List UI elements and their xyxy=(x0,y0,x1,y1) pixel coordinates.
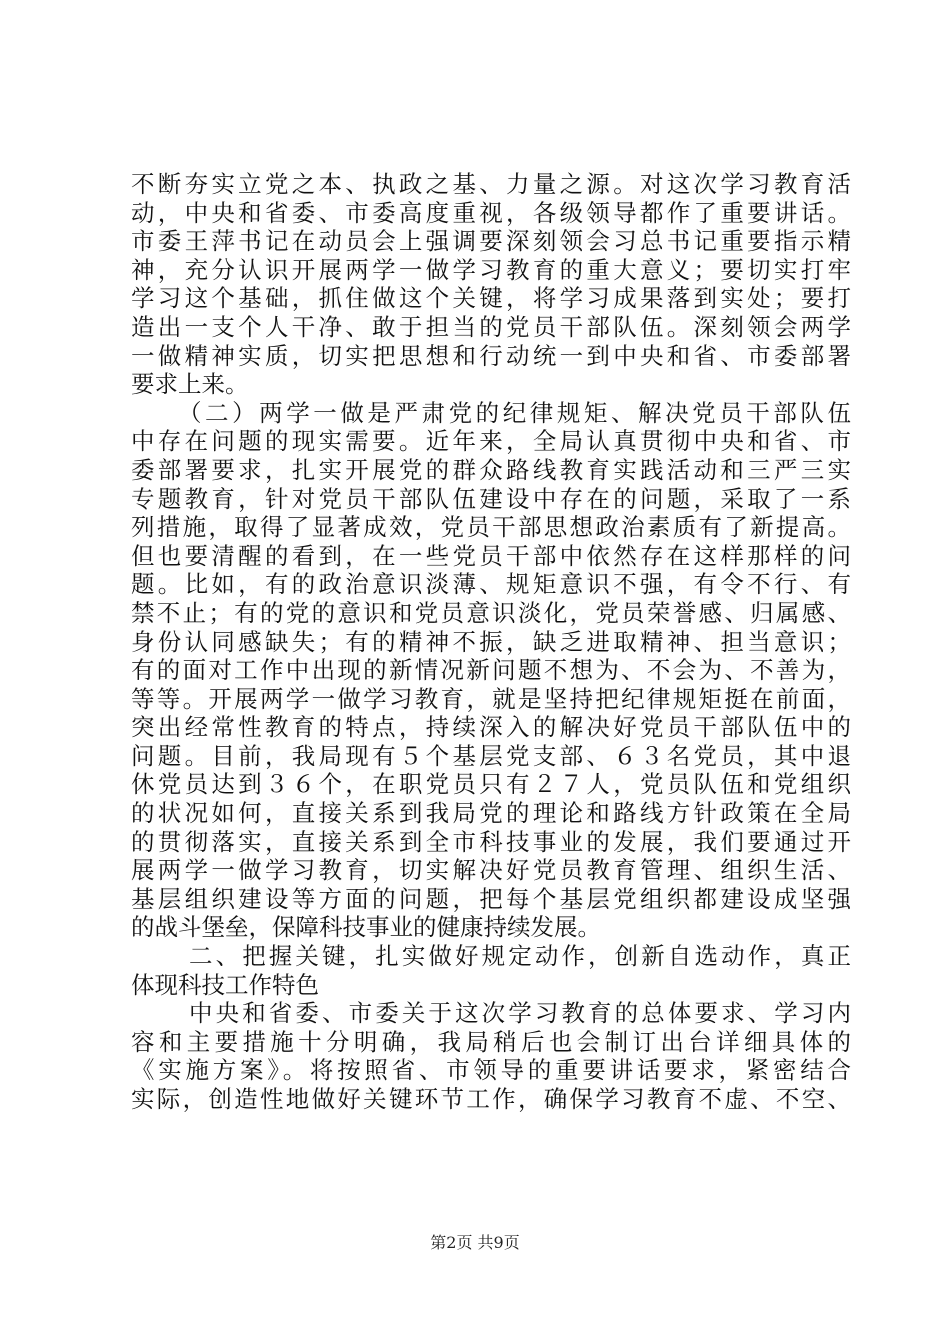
text-line: 市委王萍书记在动员会上强调要深刻领会习总书记重要指示精 xyxy=(131,227,851,256)
text-line: 休党员达到３６个，在职党员只有２７人，党员队伍和党组织 xyxy=(131,770,851,799)
text-line: 学习这个基础，抓住做这个关键，将学习成果落到实处；要打 xyxy=(131,284,851,313)
section-heading-line: 体现科技工作特色 xyxy=(131,970,319,999)
text-line: 身份认同感缺失；有的精神不振，缺乏进取精神、担当意识； xyxy=(131,627,851,656)
text-line: 中存在问题的现实需要。近年来，全局认真贯彻中央和省、市 xyxy=(131,427,851,456)
text-line: 实际，创造性地做好关键环节工作，确保学习教育不虚、不空、 xyxy=(131,1085,851,1113)
text-line: 动，中央和省委、市委高度重视，各级领导都作了重要讲话。 xyxy=(131,198,851,227)
section-heading-line: 二、把握关键，扎实做好规定动作，创新自选动作，真正 xyxy=(189,942,851,971)
text-line: 委部署要求，扎实开展党的群众路线教育实践活动和三严三实 xyxy=(131,455,851,484)
text-line: 但也要清醒的看到，在一些党员干部中依然存在这样那样的问 xyxy=(131,541,851,570)
text-line: 基层组织建设等方面的问题，把每个基层党组织都建设成坚强 xyxy=(131,884,851,913)
text-line: 列措施，取得了显著成效，党员干部思想政治素质有了新提高。 xyxy=(131,513,851,542)
text-line: 题。比如，有的政治意识淡薄、规矩意识不强，有令不行、有 xyxy=(131,570,851,599)
text-line: 不断夯实立党之本、执政之基、力量之源。对这次学习教育活 xyxy=(131,170,851,198)
page-footer: 第2页 共9页 xyxy=(430,1233,520,1252)
text-line: 《实施方案》。将按照省、市领导的重要讲话要求，紧密结合 xyxy=(131,1056,851,1085)
body-text xyxy=(131,170,851,1114)
text-line: 专题教育，针对党员干部队伍建设中存在的问题，采取了一系 xyxy=(131,484,851,513)
text-line: 容和主要措施十分明确，我局稍后也会制订出台详细具体的 xyxy=(131,1027,851,1056)
text-line: 造出一支个人干净、敢于担当的党员干部队伍。深刻领会两学 xyxy=(131,312,851,341)
section-heading-line: （二）两学一做是严肃党的纪律规矩、解决党员干部队伍 xyxy=(178,398,851,427)
text-line: 突出经常性教育的特点，持续深入的解决好党员干部队伍中的 xyxy=(131,713,851,742)
text-line: 中央和省委、市委关于这次学习教育的总体要求、学习内 xyxy=(189,999,851,1028)
text-line: 问题。目前，我局现有５个基层党支部、６３名党员，其中退 xyxy=(131,741,851,770)
text-line: 展两学一做学习教育，切实解决好党员教育管理、组织生活、 xyxy=(131,856,851,885)
text-line: 等等。开展两学一做学习教育，就是坚持把纪律规矩挺在前面， xyxy=(131,684,851,713)
text-line: 要求上来。 xyxy=(131,370,249,399)
text-line: 有的面对工作中出现的新情况新问题不想为、不会为、不善为， xyxy=(131,656,851,685)
text-line: 禁不止；有的党的意识和党员意识淡化，党员荣誉感、归属感、 xyxy=(131,598,851,627)
text-line: 的贯彻落实，直接关系到全市科技事业的发展，我们要通过开 xyxy=(131,827,851,856)
text-line: 的状况如何，直接关系到我局党的理论和路线方针政策在全局 xyxy=(131,799,851,828)
text-line: 的战斗堡垒，保障科技事业的健康持续发展。 xyxy=(131,913,601,942)
text-line: 神，充分认识开展两学一做学习教育的重大意义；要切实打牢 xyxy=(131,255,851,284)
text-line: 一做精神实质，切实把思想和行动统一到中央和省、市委部署 xyxy=(131,341,851,370)
